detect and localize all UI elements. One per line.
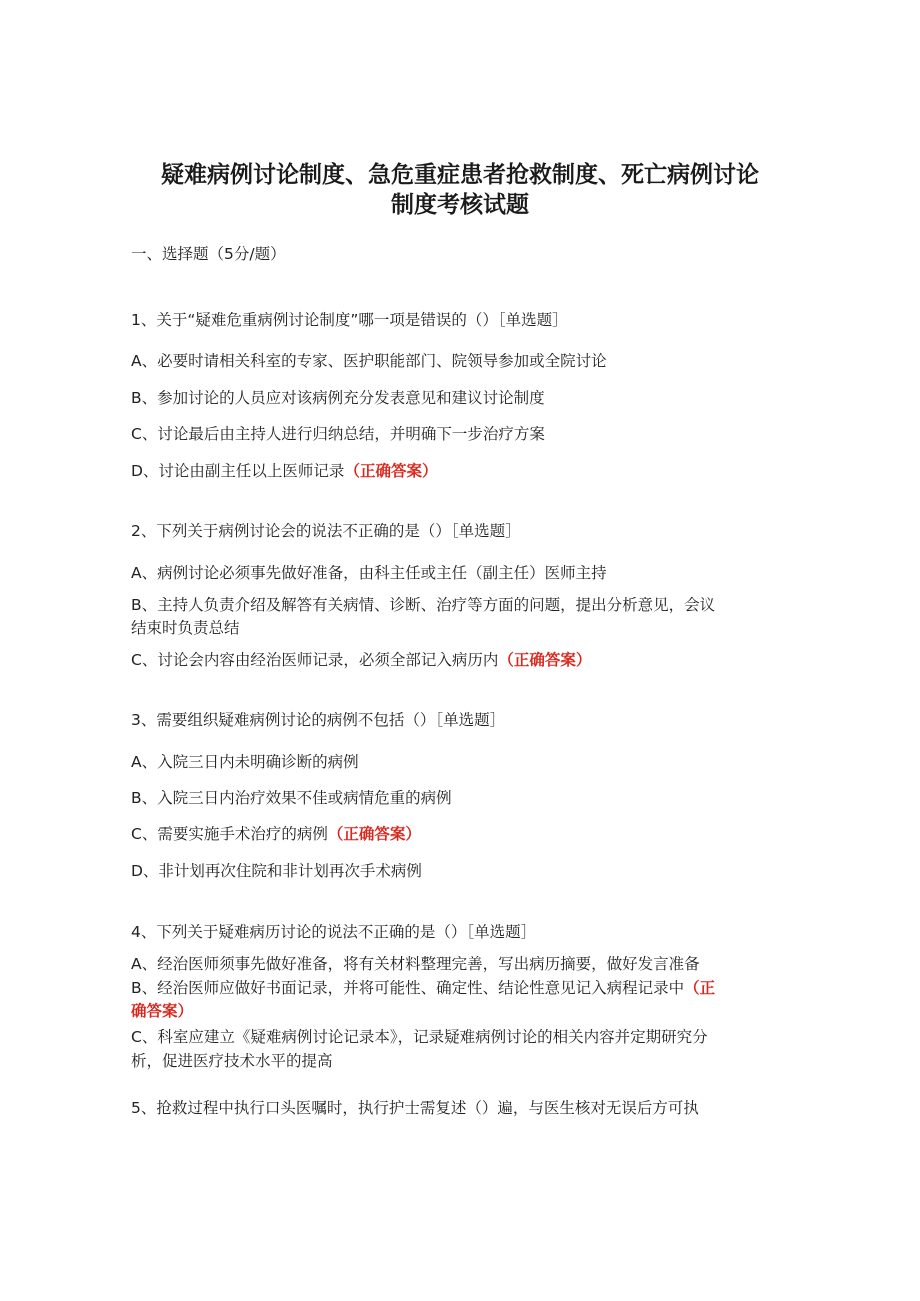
question-1-option-c: C、讨论最后由主持人进行归纳总结，并明确下一步治疗方案 xyxy=(131,425,545,443)
question-4-option-c-line-1: C、科室应建立《疑难病例讨论记录本》，记录疑难病例讨论的相关内容并定期研究分 xyxy=(131,1028,708,1046)
question-4-option-c-line-2: 析，促进医疗技术水平的提高 xyxy=(131,1052,333,1070)
question-3-option-c xyxy=(131,823,780,845)
question-2-option-a: A、病例讨论必须事先做好准备，由科主任或主任（副主任）医师主持 xyxy=(131,564,607,582)
question-1-option-b: B、参加讨论的人员应对该病例充分发表意见和建议讨论制度 xyxy=(131,389,545,407)
question-2-option-c-text: C、讨论会内容由经治医师记录，必须全部记入病历内 xyxy=(131,651,499,669)
page-title-line-2: 制度考核试题 xyxy=(391,191,529,218)
question-4-option-b-line-2 xyxy=(131,1000,780,1022)
question-3-option-a: A、入院三日内未明确诊断的病例 xyxy=(131,753,359,771)
question-3-option-c-text: C、需要实施手术治疗的病例 xyxy=(131,825,328,843)
section-heading: 一、选择题（5分/题） xyxy=(131,245,286,263)
question-2-stem: 2、下列关于病例讨论会的说法不正确的是（）［单选题］ xyxy=(131,522,521,540)
question-4-option-a: A、经治医师须事先做好准备，将有关材料整理完善，写出病历摘要，做好发言准备 xyxy=(131,955,700,973)
correct-answer-mark: 确答案） xyxy=(131,1002,194,1020)
correct-answer-mark: （正确答案） xyxy=(344,462,438,480)
question-1-option-d-text: D、讨论由副主任以上医师记录 xyxy=(131,462,345,480)
question-3-stem: 3、需要组织疑难病例讨论的病例不包括（）［单选题］ xyxy=(131,711,506,729)
question-1-option-a: A、必要时请相关科室的专家、医护职能部门、院领导参加或全院讨论 xyxy=(131,352,607,370)
page-title-line-1: 疑难病例讨论制度、急危重症患者抢救制度、死亡病例讨论 xyxy=(161,161,759,188)
question-2-option-c xyxy=(131,649,780,671)
question-4-option-b xyxy=(131,977,780,999)
question-2-option-b-line-1: B、主持人负责介绍及解答有关病情、诊断、治疗等方面的问题，提出分析意见，会议 xyxy=(131,596,716,614)
correct-answer-mark: （正 xyxy=(684,979,716,997)
correct-answer-mark: （正确答案） xyxy=(498,651,592,669)
question-1-option-d xyxy=(131,460,780,482)
question-1-stem: 1、关于“疑难危重病例讨论制度”哪一项是错误的（）［单选题］ xyxy=(131,311,568,329)
correct-answer-mark: （正确答案） xyxy=(327,825,421,843)
question-4-stem: 4、下列关于疑难病历讨论的说法不正确的是（）［单选题］ xyxy=(131,923,537,941)
question-5-stem: 5、抢救过程中执行口头医嘱时，执行护士需复述（）遍，与医生核对无误后方可执 xyxy=(131,1099,699,1117)
question-2-option-b-line-2: 结束时负责总结 xyxy=(131,619,240,637)
question-3-option-b: B、入院三日内治疗效果不佳或病情危重的病例 xyxy=(131,789,452,807)
question-3-option-d: D、非计划再次住院和非计划再次手术病例 xyxy=(131,862,422,880)
question-4-option-b-text: B、经治医师应做好书面记录，并将可能性、确定性、结论性意见记入病程记录中 xyxy=(131,979,685,997)
